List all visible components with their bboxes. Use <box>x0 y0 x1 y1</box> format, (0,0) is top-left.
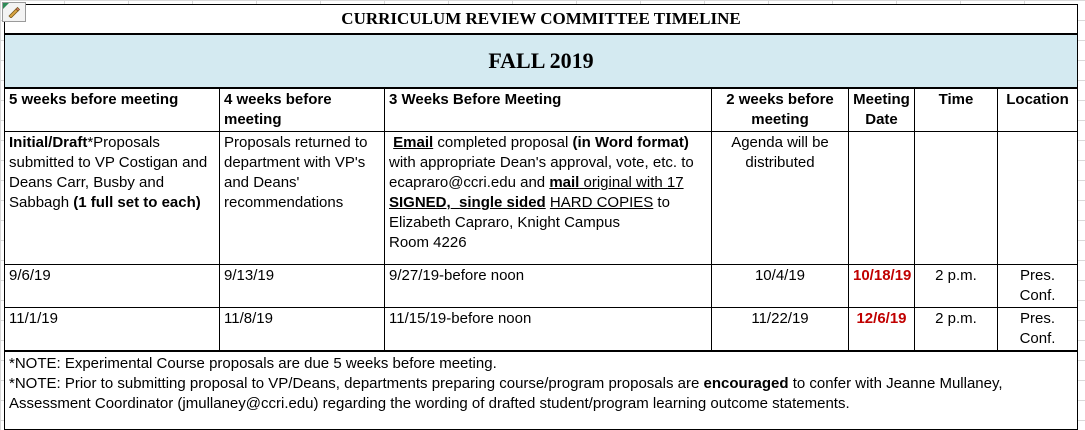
meeting-date: 10/18/19 <box>849 265 915 308</box>
note-assessment-text-2: to confer with Jeanne Mullaney, Assessment Coordinator (jmullaney@ccri.edu) regarding the wording of drafted student/program learning outcome statements. <box>9 375 1003 412</box>
five-weeks-date: 9/6/19 <box>5 265 220 308</box>
table-row <box>5 308 1078 352</box>
meeting-time: 2 p.m. <box>915 308 998 352</box>
step-three-weeks <box>385 132 712 265</box>
word-format-label: (in Word format) <box>572 134 689 151</box>
four-weeks-date: 9/13/19 <box>220 265 385 308</box>
notes <box>5 351 1078 430</box>
pencil-icon <box>7 6 21 18</box>
five-weeks-date: 11/1/19 <box>5 308 220 352</box>
four-weeks-date: 11/8/19 <box>220 308 385 352</box>
meeting-time: 2 p.m. <box>915 265 998 308</box>
step-empty-time <box>915 132 998 265</box>
step-empty-location <box>998 132 1078 265</box>
table-row <box>5 265 1078 308</box>
mail-label: mail <box>549 174 580 191</box>
note-encouraged: encouraged <box>703 375 789 392</box>
cell-marker-icon <box>3 3 9 9</box>
step-four-weeks: Proposals returned to department with VP's and Deans' recommendations <box>220 132 385 265</box>
note-assessment <box>9 374 1073 414</box>
three-weeks-date: 11/15/19-before noon <box>385 308 712 352</box>
single-sided-label: single sided <box>459 194 546 211</box>
room: Room 4226 <box>389 234 467 251</box>
step-full-set: (1 full set to each) <box>73 194 201 211</box>
step-text-4: original with 17 <box>579 174 684 191</box>
step-five-weeks <box>5 132 220 265</box>
step-text-2: with appropriate Dean's approval, vote, etc. to <box>389 154 694 171</box>
step-empty-date <box>849 132 915 265</box>
recipient: Elizabeth Capraro, Knight Campus <box>389 214 620 231</box>
header-location: Location <box>998 88 1078 132</box>
email-address[interactable]: ecapraro@ccri.edu <box>389 174 516 191</box>
signed-label: SIGNED, <box>389 194 451 211</box>
email-label: Email <box>393 134 434 151</box>
header-row <box>5 88 1078 132</box>
meeting-location: Pres. Conf. <box>998 265 1078 308</box>
cell-comment-icon[interactable] <box>2 2 26 22</box>
steps-row <box>5 132 1078 265</box>
meeting-date: 12/6/19 <box>849 308 915 352</box>
two-weeks-date: 10/4/19 <box>712 265 849 308</box>
timeline-table <box>4 4 1078 430</box>
step-text-1: completed proposal <box>433 134 573 151</box>
header-three-weeks: 3 Weeks Before Meeting <box>385 88 712 132</box>
header-time: Time <box>915 88 998 132</box>
page-title: CURRICULUM REVIEW COMMITTEE TIMELINE <box>5 5 1078 35</box>
step-initial-draft: Initial/Draft <box>9 134 88 151</box>
two-weeks-date: 11/22/19 <box>712 308 849 352</box>
header-five-weeks: 5 weeks before meeting <box>5 88 220 132</box>
header-meeting-date: Meeting Date <box>849 88 915 132</box>
term-heading: FALL 2019 <box>5 34 1078 88</box>
step-proposals-text: *Proposals submitted to VP Costigan and Deans Carr, Busby and Sabbagh <box>9 134 208 211</box>
step-text-5: to <box>653 194 670 211</box>
three-weeks-date: 9/27/19-before noon <box>385 265 712 308</box>
meeting-location: Pres. Conf. <box>998 308 1078 352</box>
notes-row <box>5 351 1078 430</box>
header-two-weeks: 2 weeks before meeting <box>712 88 849 132</box>
header-four-weeks: 4 weeks before meeting <box>220 88 385 132</box>
step-two-weeks: Agenda will be distributed <box>712 132 849 265</box>
note-experimental: *NOTE: Experimental Course proposals are due 5 weeks before meeting. <box>9 355 497 372</box>
hard-copies-label: HARD COPIES <box>549 194 654 211</box>
note-assessment-text-1: *NOTE: Prior to submitting proposal to VP/Deans, departments preparing course/program proposals are <box>9 375 704 392</box>
step-text-3: and <box>515 174 550 191</box>
